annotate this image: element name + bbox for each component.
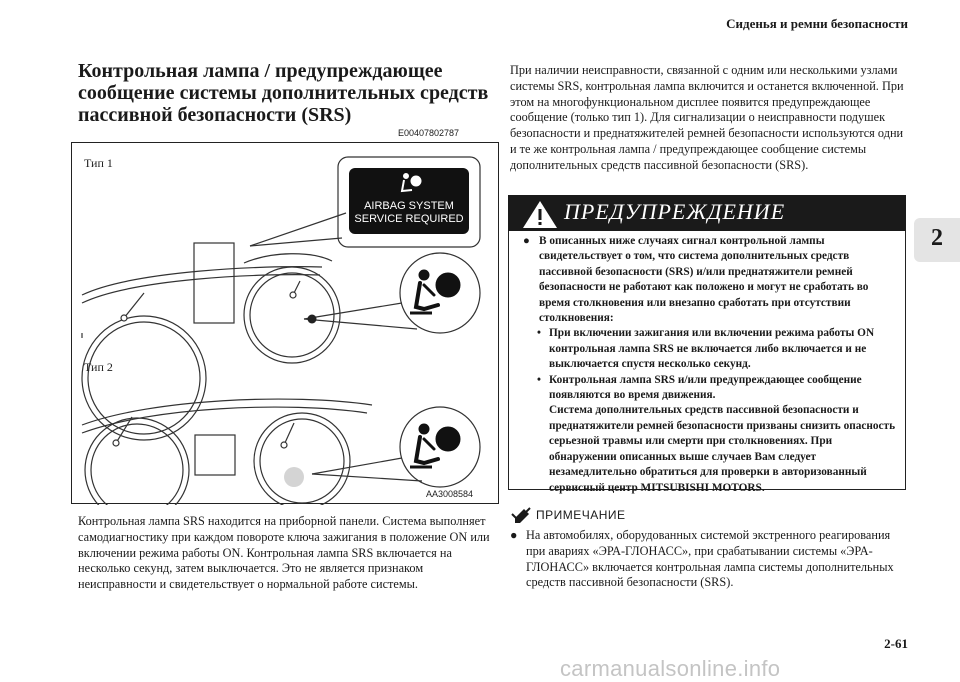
warning-item	[523, 373, 897, 404]
warning-item-text: При включении зажигания или включении режима работы ON контрольная лампа SRS не включается либо включается и не выключается спустя несколько секунд.	[549, 327, 875, 371]
dashboard-illustration	[72, 143, 500, 505]
message-line-2: SERVICE REQUIRED	[354, 213, 464, 225]
dot-icon: •	[537, 373, 541, 386]
type2-label: Тип 2	[84, 360, 113, 374]
figure-ref: AA3008584	[426, 489, 474, 499]
warning-item-text: Контрольная лампа SRS и/или предупреждающее сообщение появляются во время движения.	[549, 373, 862, 402]
page-number: 2-61	[884, 636, 908, 651]
dashboard-figure	[71, 142, 499, 504]
dot-icon: •	[537, 327, 541, 340]
warning-header	[508, 195, 906, 231]
bullet-icon: ●	[510, 528, 518, 542]
warning-body	[523, 234, 897, 496]
warning-item	[523, 326, 897, 372]
warning-bullet-text: В описанных ниже случаях сигнал контрольной лампы свидетельствует о том, что система дополнительных средств пассивной безопасности (SRS) и/или преднатяжители ремней безопасности не работают как положено и могут не сработать во время столкновения или внезапно сработать при отсутствии столкновения:	[539, 235, 869, 325]
warning-closing	[523, 403, 897, 495]
intro-paragraph: Контрольная лампа SRS находится на приборной панели. Система выполняет самодиагностику при каждом повороте ключа зажигания в положение ON или включении режима работы ON. Контрольная лампа SRS включается на несколько секунд, затем выключается. Это не является признаком неисправности и свидетельствует о нормальной работе системы.	[78, 514, 490, 592]
note-section	[510, 508, 908, 591]
note-item	[510, 528, 908, 591]
message-line-1: AIRBAG SYSTEM	[364, 200, 454, 212]
note-text: На автомобилях, оборудованных системой экстренного реагирования при авариях «ЭРА-ГЛОНАСС», при срабатывании системы «ЭРА-ГЛОНАСС» включается контрольная лампа системы дополнительных средств пассивной безопасности (SRS).	[526, 528, 894, 590]
warning-bullet	[523, 234, 897, 326]
warning-title: ПРЕДУПРЕЖДЕНИЕ	[564, 199, 786, 224]
running-header: Сиденья и ремни безопасности	[726, 16, 908, 31]
malfunction-paragraph: При наличии неисправности, связанной с одним или несколькими узлами системы SRS, контрольная лампа включится и останется включенной. При этом на многофункциональном дисплее появится предупреждающее сообщение (только тип 1). Для сигнализации о неисправности подушек безопасности и преднатяжителей ремней безопасности используются одни и те же контрольная лампа / предупреждающее сообщение системы дополнительных средств пассивной безопасности (SRS).	[510, 63, 904, 172]
note-title: ПРИМЕЧАНИЕ	[536, 508, 626, 522]
warning-triangle-icon	[520, 197, 560, 231]
section-title: Контрольная лампа / предупреждающее сообщение системы дополнительных средств пассивной безопасности (SRS)	[78, 60, 489, 126]
chapter-number: 2	[931, 225, 943, 251]
bullet-icon: ●	[523, 235, 530, 247]
warning-closing-text: Система дополнительных средств пассивной безопасности и преднатяжители ремней безопасности призваны снизить опасность серьезной травмы или смерти при столкновениях. При обнаружении описанных выше случаев Вам следует незамедлительно обратиться для проверки в авторизованный сервисный центр MITSUBISHI MOTORS.	[549, 404, 896, 494]
pen-note-icon	[510, 506, 532, 524]
warning-box	[508, 195, 906, 494]
watermark: carmanualsonline.info	[560, 656, 781, 681]
note-header	[510, 508, 908, 526]
section-code: E00407802787	[398, 128, 460, 138]
type1-label: Тип 1	[84, 156, 113, 170]
chapter-tab	[914, 218, 960, 262]
